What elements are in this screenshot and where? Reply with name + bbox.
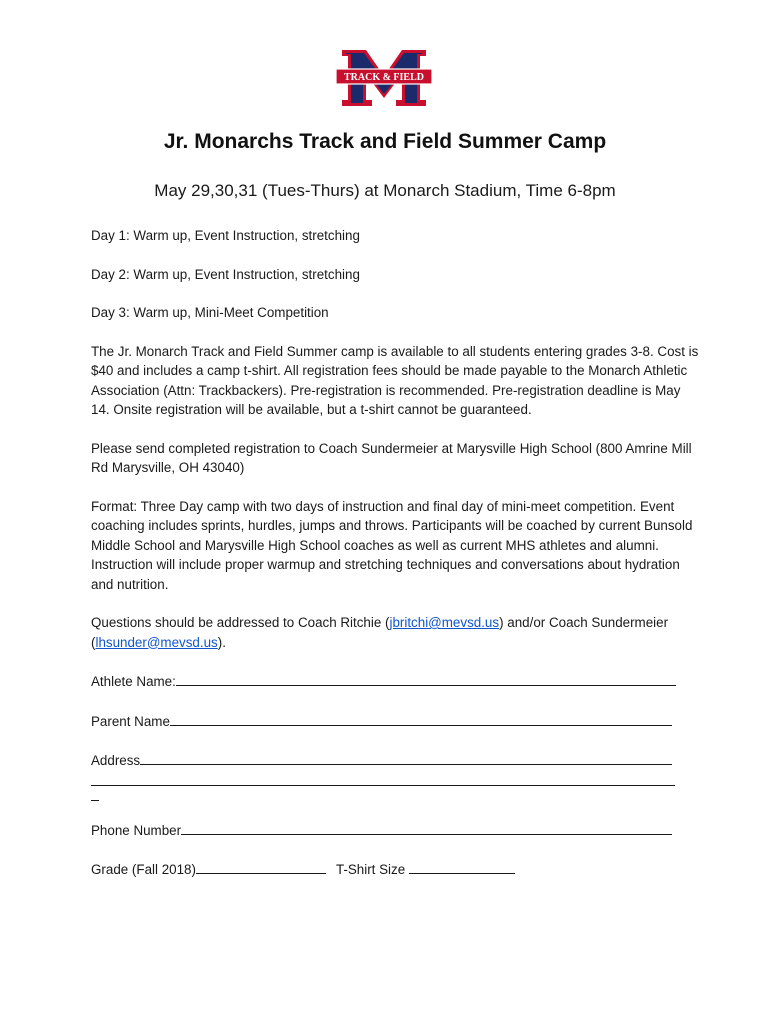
logo-text: TRACK & FIELD — [343, 72, 425, 83]
parent-name-row — [91, 711, 701, 732]
phone-number-row — [91, 820, 701, 841]
phone-number-label: Phone Number — [91, 822, 182, 838]
format-paragraph: Format: Three Day camp with two days of instruction and final day of mini-meet competition. Event coaching includes sprints, hurdles, jumps and throws. Participants will be coached by current Bunsold Middle School and Marysville High School coaches as well as current MHS athletes and alumni. Instruction will include proper warmup and stretching techniques and conversations about hydration and nutrition. — [91, 498, 693, 592]
phone-number-field[interactable] — [181, 820, 672, 835]
email-link-ritchie[interactable]: jbritchi@mevsd.us — [389, 615, 500, 630]
grade-label: Grade (Fall 2018) — [91, 862, 196, 877]
tshirt-size-label: T-Shirt Size — [335, 862, 409, 877]
parent-name-field[interactable] — [170, 711, 672, 726]
send-registration-paragraph: Please send completed registration to Coach Sundermeier at Marysville High School (800 Amrine Mill Rd Marysville, OH 43040) — [91, 440, 692, 475]
grade-tshirt-row — [91, 859, 701, 880]
address-row — [91, 750, 701, 771]
address-field-line-2[interactable] — [91, 773, 675, 786]
day-2-schedule: Day 2: Warm up, Event Instruction, stretching — [91, 266, 360, 282]
tshirt-size-field[interactable] — [409, 859, 515, 874]
monarch-m-logo-icon — [336, 46, 432, 110]
questions-suffix: ). — [217, 634, 226, 650]
athlete-name-row — [91, 671, 701, 692]
questions-middle: ) and/or Coach Sundermeier ( — [91, 615, 669, 650]
camp-details — [91, 226, 701, 899]
day-3-schedule: Day 3: Warm up, Mini-Meet Competition — [91, 305, 329, 320]
athlete-name-field[interactable] — [176, 671, 676, 686]
intro-paragraph: The Jr. Monarch Track and Field Summer camp is available to all students entering grades 3-8. Cost is $40 and includes a camp t-shirt. All registration fees should be made payable to the Monarch Athletic Association (Attn: Trackbackers). Pre-registration is recommended. Pre-registration deadline is May 14. Onsite registration will be available, but a t-shirt cannot be guaranteed. — [91, 343, 699, 417]
event-dates: May 29,30,31 (Tues-Thurs) at Monarch Stadium, Time 6-8pm — [154, 181, 616, 200]
questions-prefix: Questions should be addressed to Coach Ritchie ( — [91, 615, 390, 630]
questions-paragraph — [91, 613, 701, 652]
grade-field[interactable] — [196, 859, 326, 874]
address-label: Address — [91, 753, 141, 768]
track-and-field-logo — [336, 46, 432, 110]
address-field-line-3[interactable] — [91, 786, 99, 801]
parent-name-label: Parent Name — [91, 713, 170, 729]
day-1-schedule: Day 1: Warm up, Event Instruction, stretching — [91, 228, 360, 243]
athlete-name-label: Athlete Name: — [91, 674, 176, 689]
address-field[interactable] — [140, 750, 672, 765]
page-title: Jr. Monarchs Track and Field Summer Camp — [163, 130, 607, 153]
email-link-sundermeier[interactable]: lhsunder@mevsd.us — [95, 634, 218, 650]
